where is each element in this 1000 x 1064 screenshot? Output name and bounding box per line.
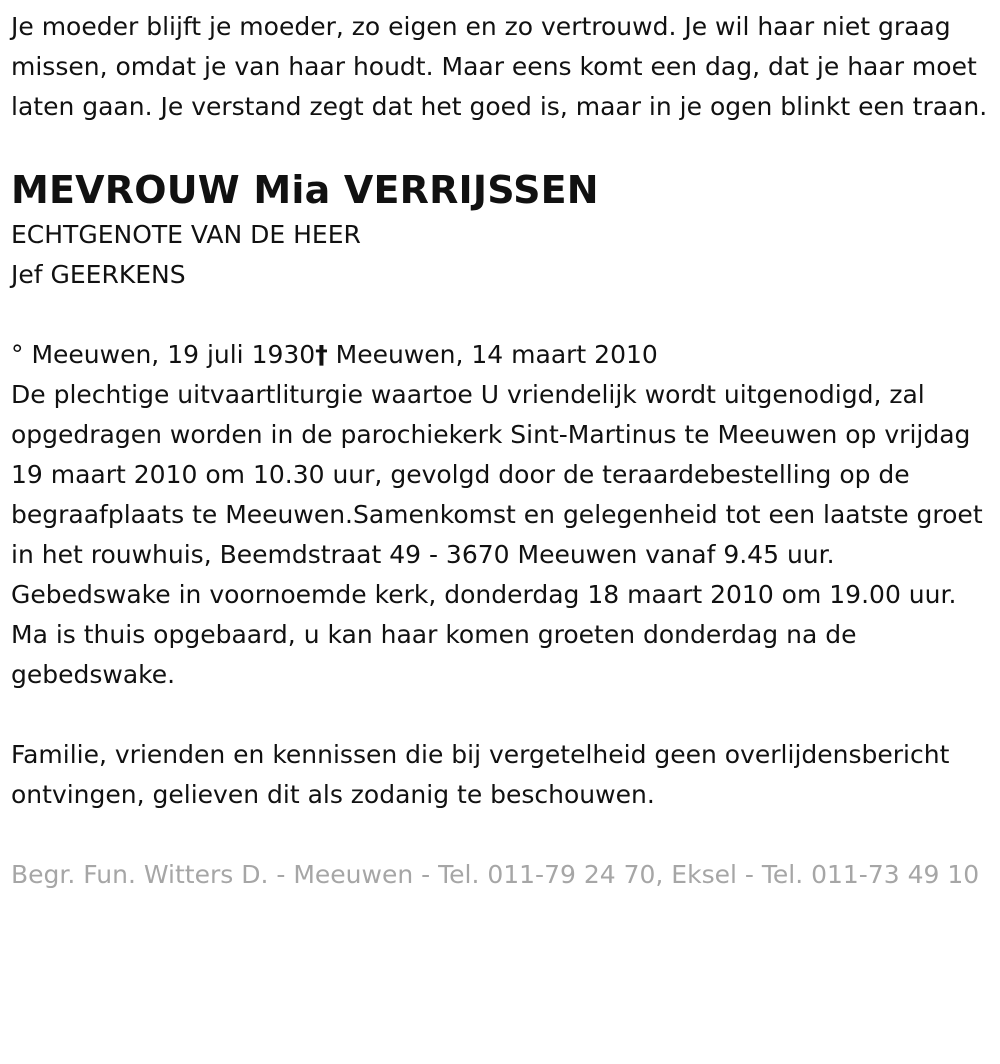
funeral-home-footer: Begr. Fun. Witters D. - Meeuwen - Tel. 011-79 24 70, Eksel - Tel. 011-73 49 10: [11, 860, 980, 889]
spacer: [11, 695, 990, 735]
intro-poem: Je moeder blijft je moeder, zo eigen en zo vertrouwd. Je wil haar niet graag missen, omdat je van haar houdt. Maar eens komt een dag, dat je haar moet laten gaan. Je verstand zegt dat het goed is, maar in je ogen blinkt een traan.: [11, 12, 988, 121]
notice-text: Familie, vrienden en kennissen die bij vergetelheid geen overlijdensbericht ontvingen, gelieven dit als zodanig te beschouwen.: [11, 740, 950, 809]
spacer: [11, 295, 990, 335]
death-date: Meeuwen, 14 maart 2010: [327, 340, 658, 369]
spacer: [11, 815, 990, 855]
funeral-liturgy-text: De plechtige uitvaartliturgie waartoe U vriendelijk wordt uitgenodigd, zal opgedragen worden in de parochiekerk Sint-Martinus te Meeuwen op vrijdag 19 maart 2010 om 10.30 uur, gevolgd door de teraardebestelling op de begraafplaats te Meeuwen.Samenkomst en gelegenheid tot een laatste groet in het rouwhuis, Beemdstraat 49 - 3670 Meeuwen vanaf 9.45 uur.: [11, 380, 983, 569]
relation-line-2: Jef GEERKENS: [11, 260, 186, 289]
life-dates: [11, 335, 990, 375]
cross-icon: †: [315, 340, 328, 369]
relation-line-1: ECHTGENOTE VAN DE HEER: [11, 220, 361, 249]
birth-date: ° Meeuwen, 19 juli 1930: [11, 340, 316, 369]
viewing-text: Ma is thuis opgebaard, u kan haar komen groeten donderdag na de gebedswake.: [11, 620, 857, 689]
prayer-wake-text: Gebedswake in voornoemde kerk, donderdag 18 maart 2010 om 19.00 uur.: [11, 580, 957, 609]
deceased-name: MEVROUW Mia VERRIJSSEN: [11, 168, 599, 212]
